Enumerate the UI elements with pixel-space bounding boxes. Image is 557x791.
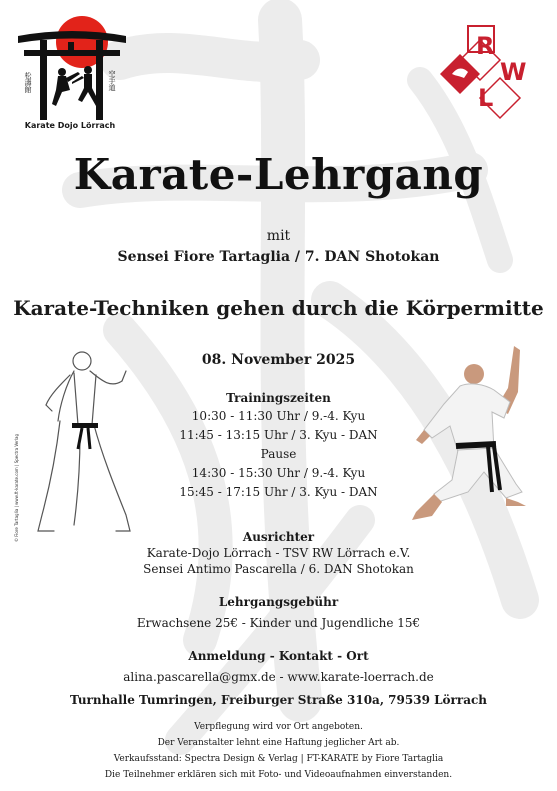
rwl-letter-r: R — [476, 32, 495, 60]
footer-note: Verpflegung wird vor Ort angeboten. — [194, 722, 363, 732]
ausrichter-line: Sensei Antimo Pascarella / 6. DAN Shotokan — [143, 562, 414, 576]
gebuehr-heading: Lehrgangsgebühr — [218, 595, 339, 609]
ausrichter-heading: Ausrichter — [242, 530, 315, 544]
svg-text:松濤館: 松濤館 — [24, 72, 32, 93]
anmeldung-heading: Anmeldung - Kontakt - Ort — [188, 649, 369, 663]
rwl-letter-w: W — [500, 58, 527, 86]
svg-text:空手道: 空手道 — [108, 70, 116, 91]
footer-note: Die Teilnehmer erklären sich mit Foto- und Videoaufnahmen einverstanden. — [104, 770, 453, 780]
sensei-line: Sensei Fiore Tartaglia / 7. DAN Shotokan — [117, 249, 440, 265]
contact-line: alina.pascarella@gmx.de - www.karate-loerrach.de — [123, 670, 434, 684]
page-title: Karate-Lehrgang — [73, 150, 484, 199]
venue-line: Turnhalle Tumringen, Freiburger Straße 310a, 79539 Lörrach — [69, 693, 487, 707]
schedule-line: 15:45 - 17:15 Uhr / 3. Kyu - DAN — [179, 485, 378, 499]
mit-label: mit — [266, 228, 291, 244]
rwl-letter-l: L — [478, 84, 494, 112]
schedule-pause: Pause — [260, 447, 297, 461]
schedule-line: 10:30 - 11:30 Uhr / 9.-4. Kyu — [191, 409, 366, 423]
schedule-line: 11:45 - 13:15 Uhr / 3. Kyu - DAN — [179, 428, 378, 442]
dojo-logo-caption: Karate Dojo Lörrach — [24, 121, 116, 130]
gebuehr-line: Erwachsene 25€ - Kinder und Jugendliche 15€ — [136, 616, 421, 630]
schedule-line: 14:30 - 15:30 Uhr / 9.-4. Kyu — [191, 466, 366, 480]
event-date: 08. November 2025 — [201, 352, 356, 368]
footer-note: Verkaufsstand: Spectra Design & Verlag | FT-KARATE by Fiore Tartaglia — [113, 754, 444, 764]
dojo-logo — [16, 12, 128, 124]
ausrichter-line: Karate-Dojo Lörrach - TSV RW Lörrach e.V. — [146, 546, 411, 560]
side-credit: © Fiore Tartaglia | www.ft-karate.com | Spectra Verlag — [14, 433, 19, 542]
footer-note: Der Veranstalter lehnt eine Haftung jeglicher Art ab. — [157, 738, 400, 748]
sketch-karateka-illustration — [30, 345, 140, 545]
trainingszeiten-heading: Trainingszeiten — [226, 391, 331, 405]
rwl-logo — [430, 22, 536, 126]
subtitle: Karate-Techniken gehen durch die Körpermitte — [13, 296, 544, 320]
